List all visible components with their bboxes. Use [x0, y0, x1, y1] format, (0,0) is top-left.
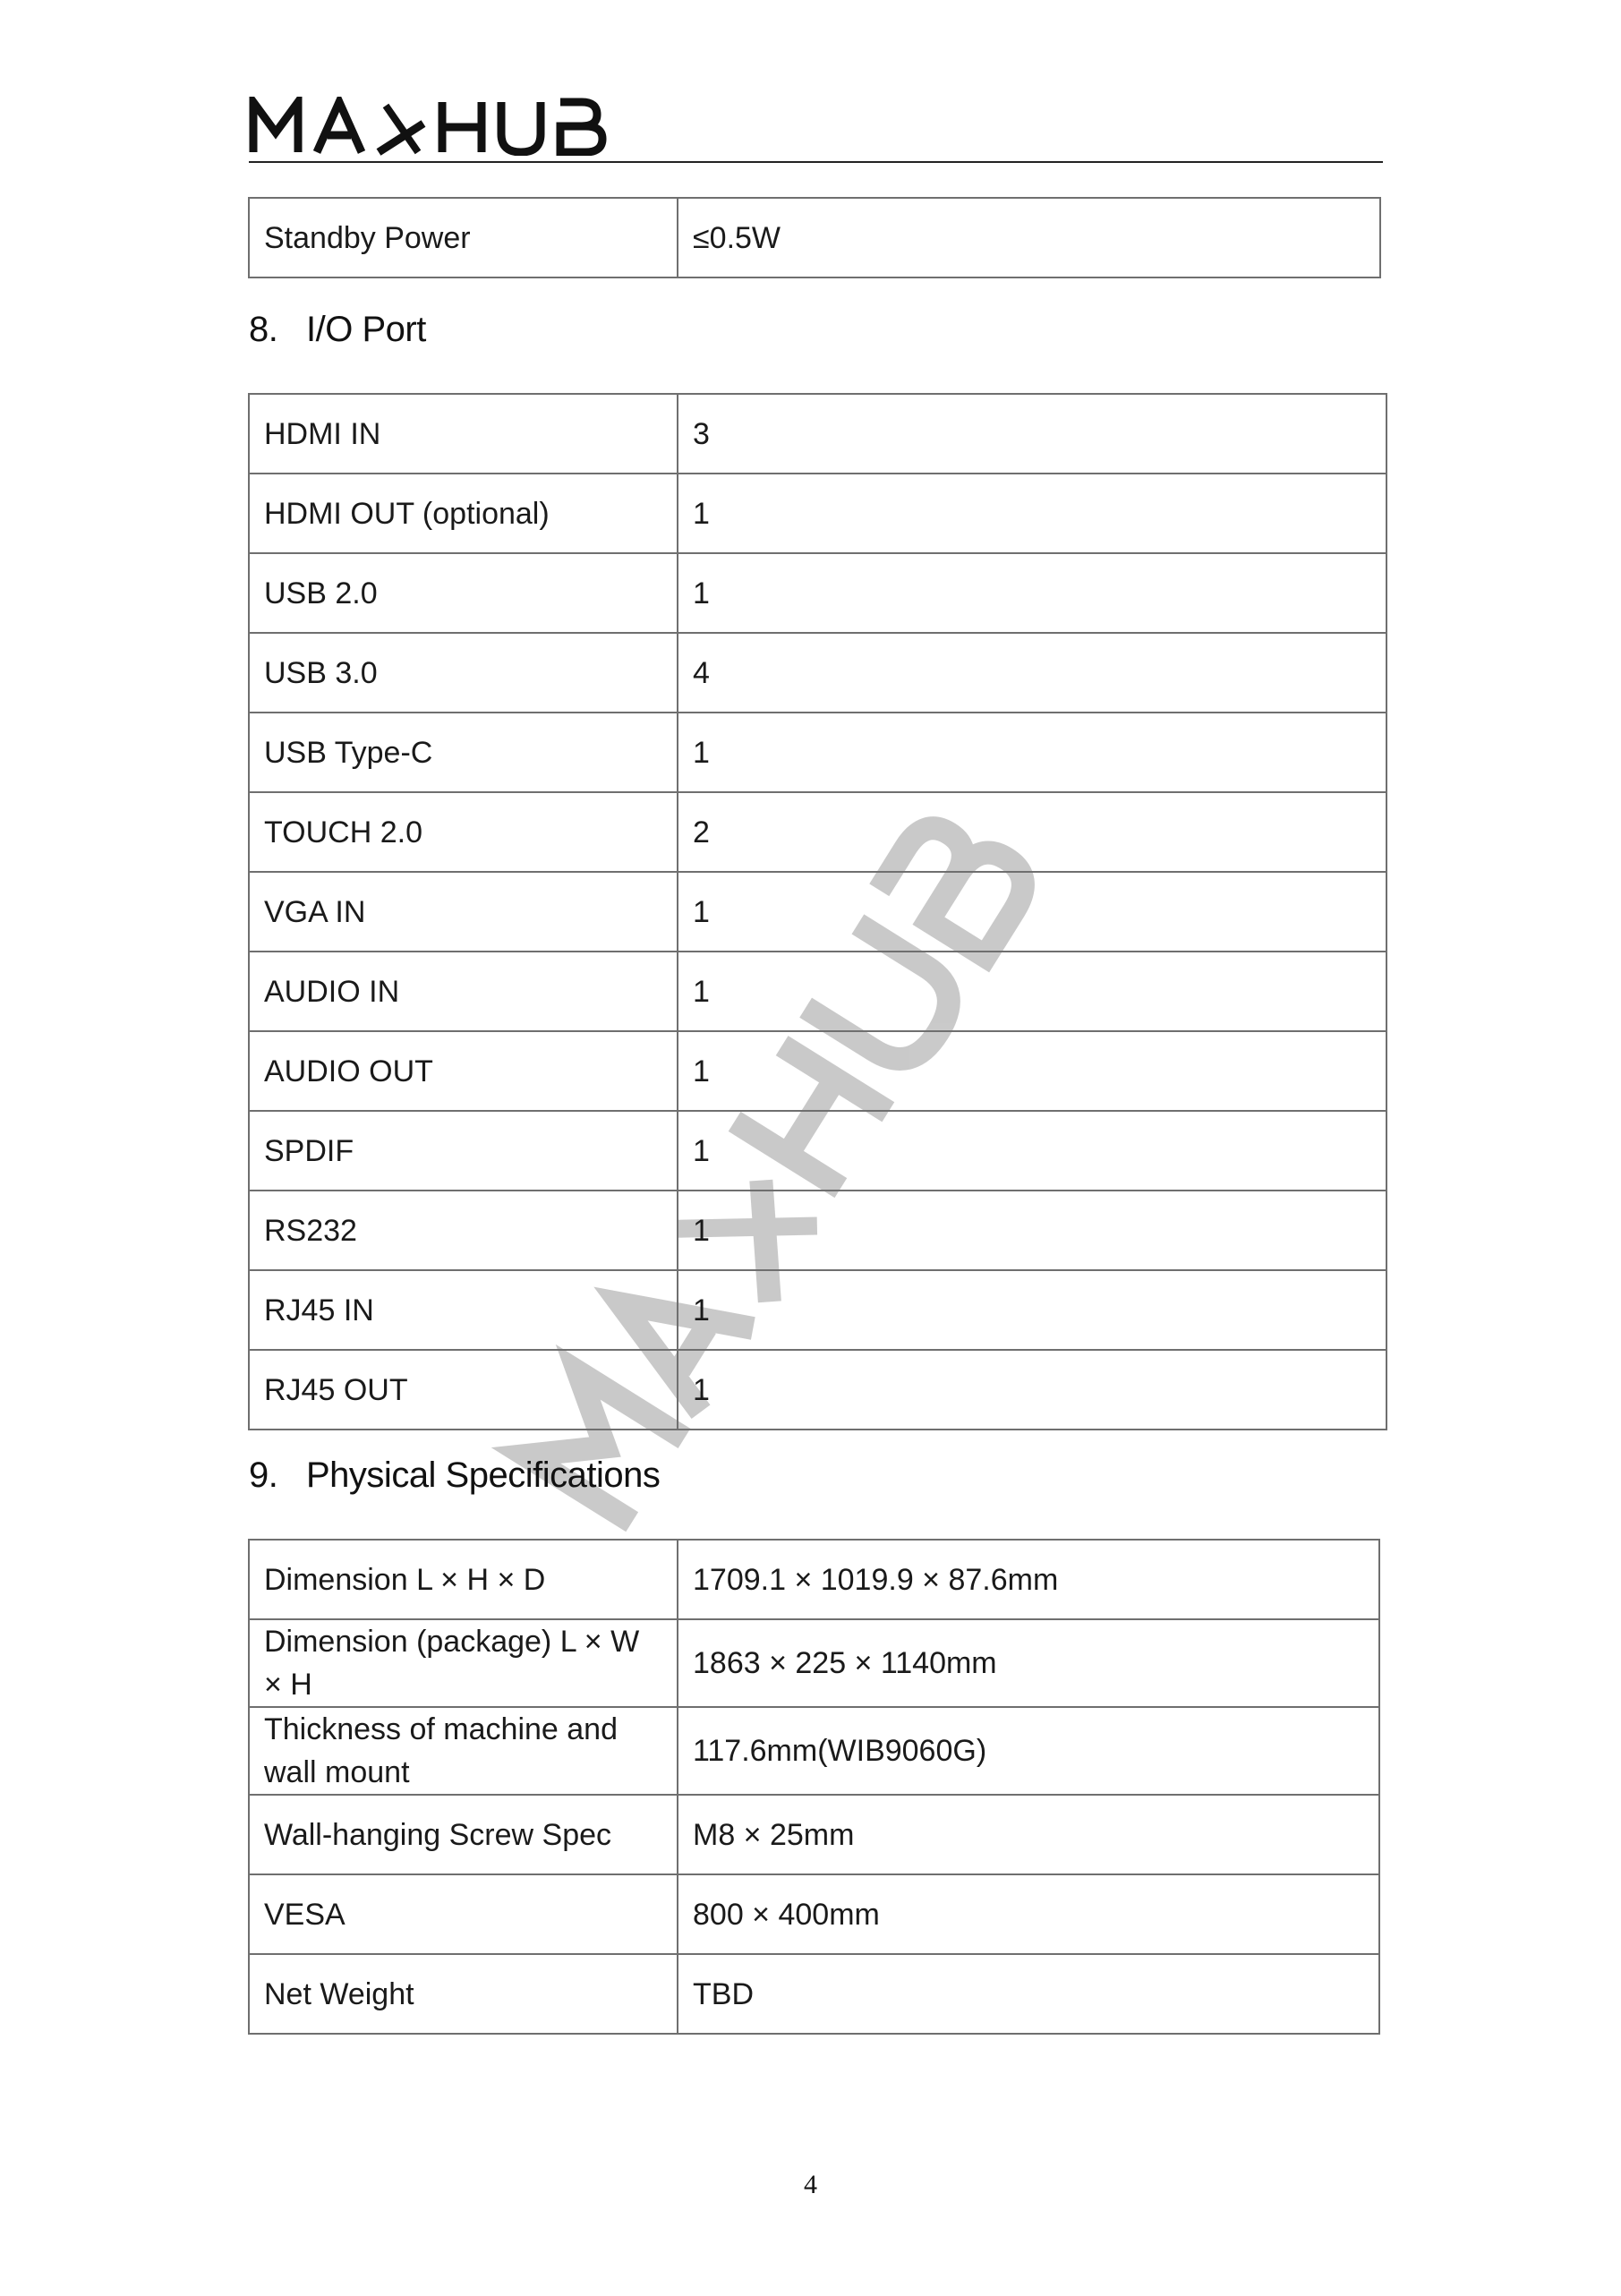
physical-specs-table-body — [249, 1540, 1379, 2034]
spec-label: HDMI OUT (optional) — [249, 474, 678, 553]
table-row — [249, 1795, 1379, 1874]
section-heading-physical-specs — [249, 1455, 660, 1496]
spec-value: 1 — [678, 952, 1386, 1031]
spec-label: RS232 — [249, 1191, 678, 1270]
spec-value: 1 — [678, 553, 1386, 633]
spec-value: 1 — [678, 1191, 1386, 1270]
table-row — [249, 198, 1380, 277]
table-row — [249, 633, 1386, 713]
table-row — [249, 1540, 1379, 1619]
table-row — [249, 1954, 1379, 2034]
table-row — [249, 872, 1386, 952]
standby-power-table — [248, 197, 1381, 278]
spec-label: Net Weight — [249, 1954, 678, 2034]
spec-value: 1 — [678, 1031, 1386, 1111]
spec-value: 800 × 400mm — [678, 1874, 1379, 1954]
spec-value: 1 — [678, 872, 1386, 952]
spec-value: 2 — [678, 792, 1386, 872]
spec-value: 1709.1 × 1019.9 × 87.6mm — [678, 1540, 1379, 1619]
spec-label: Dimension L × H × D — [249, 1540, 678, 1619]
table-row — [249, 952, 1386, 1031]
spec-label: USB 3.0 — [249, 633, 678, 713]
table-row — [249, 394, 1386, 474]
table-row — [249, 1111, 1386, 1191]
maxhub-logo — [249, 97, 616, 156]
table-row — [249, 1619, 1379, 1707]
table-row — [249, 713, 1386, 792]
spec-value: 117.6mm(WIB9060G) — [678, 1707, 1379, 1795]
spec-label: AUDIO OUT — [249, 1031, 678, 1111]
spec-label: RJ45 IN — [249, 1270, 678, 1350]
header-rule — [249, 161, 1383, 163]
physical-specs-table — [248, 1539, 1380, 2035]
spec-value: ≤0.5W — [678, 198, 1380, 277]
table-row — [249, 1350, 1386, 1430]
section-number: 8. — [249, 310, 278, 349]
spec-value: 1863 × 225 × 1140mm — [678, 1619, 1379, 1707]
spec-label: USB Type-C — [249, 713, 678, 792]
spec-label: Dimension (package) L × W × H — [249, 1619, 678, 1707]
table-row — [249, 553, 1386, 633]
table-row — [249, 1031, 1386, 1111]
spec-value: 1 — [678, 1350, 1386, 1430]
spec-value: 3 — [678, 394, 1386, 474]
spec-label: HDMI IN — [249, 394, 678, 474]
spec-value: 1 — [678, 1270, 1386, 1350]
spec-label: TOUCH 2.0 — [249, 792, 678, 872]
spec-value: 1 — [678, 1111, 1386, 1191]
spec-value: TBD — [678, 1954, 1379, 2034]
spec-label: VESA — [249, 1874, 678, 1954]
section-title: I/O Port — [306, 310, 426, 349]
table-row — [249, 792, 1386, 872]
spec-value: M8 × 25mm — [678, 1795, 1379, 1874]
section-title: Physical Specifications — [306, 1455, 661, 1495]
spec-label: Standby Power — [249, 198, 678, 277]
spec-label: VGA IN — [249, 872, 678, 952]
section-number: 9. — [249, 1455, 278, 1495]
table-row — [249, 1191, 1386, 1270]
spec-value: 1 — [678, 713, 1386, 792]
spec-label: USB 2.0 — [249, 553, 678, 633]
table-row — [249, 1707, 1379, 1795]
spec-label: Thickness of machine and wall mount — [249, 1707, 678, 1795]
spec-value: 4 — [678, 633, 1386, 713]
table-row — [249, 1270, 1386, 1350]
io-port-table-body — [249, 394, 1386, 1430]
spec-label: AUDIO IN — [249, 952, 678, 1031]
table-row — [249, 474, 1386, 553]
spec-label: RJ45 OUT — [249, 1350, 678, 1430]
spec-label: Wall-hanging Screw Spec — [249, 1795, 678, 1874]
table-row — [249, 1874, 1379, 1954]
spec-value: 1 — [678, 474, 1386, 553]
io-port-table — [248, 393, 1387, 1430]
section-heading-io-port — [249, 310, 426, 350]
page-number: 4 — [804, 2170, 817, 2199]
spec-label: SPDIF — [249, 1111, 678, 1191]
